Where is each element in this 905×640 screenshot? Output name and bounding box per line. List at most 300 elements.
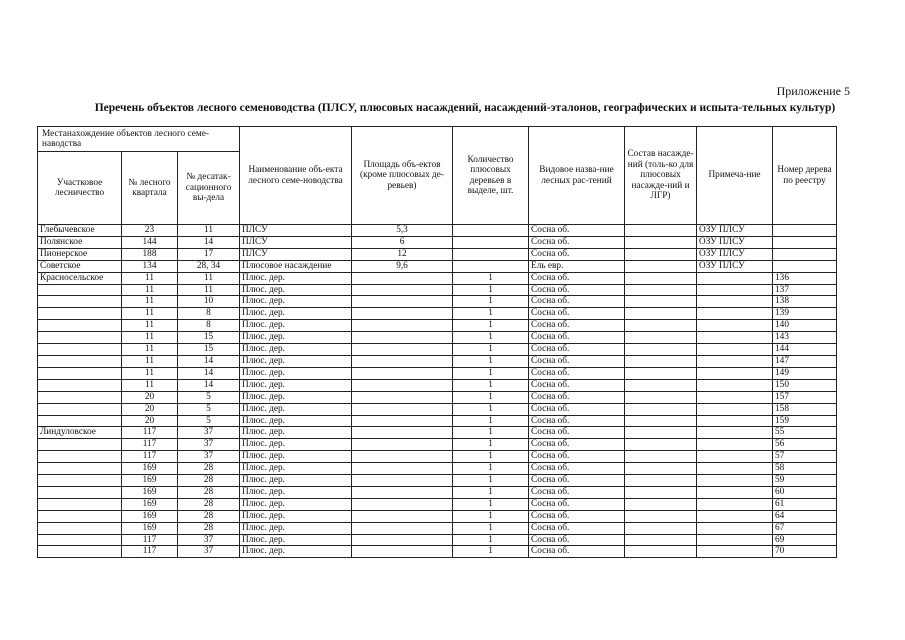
cell-section: 37 (178, 427, 240, 439)
cell-section: 28 (178, 510, 240, 522)
cell-tree-count: 1 (453, 522, 529, 534)
cell-composition (625, 272, 697, 284)
table-row (38, 284, 837, 296)
cell-composition (625, 344, 697, 356)
cell-forestry: Линдуловское (38, 427, 122, 439)
cell-registry (773, 236, 837, 248)
cell-area (352, 344, 453, 356)
cell-quarter: 169 (122, 463, 178, 475)
cell-species: Сосна об. (529, 236, 625, 248)
cell-area (352, 439, 453, 451)
cell-tree-count: 1 (453, 486, 529, 498)
cell-forestry: Советское (38, 260, 122, 272)
cell-forestry (38, 296, 122, 308)
cell-tree-count: 1 (453, 272, 529, 284)
header-tree-count: Количество плюсовых деревьев в выделе, шт. (453, 127, 529, 225)
cell-note (697, 355, 773, 367)
table-row (38, 248, 837, 260)
cell-forestry: Глебычевское (38, 225, 122, 237)
cell-tree-count: 1 (453, 403, 529, 415)
cell-area (352, 534, 453, 546)
cell-species: Сосна об. (529, 332, 625, 344)
cell-forestry (38, 415, 122, 427)
table-row (38, 391, 837, 403)
cell-tree-count: 1 (453, 296, 529, 308)
cell-registry: 157 (773, 391, 837, 403)
cell-section: 5 (178, 403, 240, 415)
cell-quarter: 11 (122, 355, 178, 367)
cell-tree-count: 1 (453, 546, 529, 558)
cell-area (352, 272, 453, 284)
cell-forestry (38, 344, 122, 356)
cell-object-name: Плюс. дер. (240, 522, 352, 534)
cell-area (352, 367, 453, 379)
cell-object-name: Плюс. дер. (240, 463, 352, 475)
table-row (38, 546, 837, 558)
cell-composition (625, 248, 697, 260)
table-row (38, 486, 837, 498)
document-title: Перечень объектов лесного семеноводства (ПЛСУ, плюсовых насаждений, насаждений-эталонов, географических и испыта-тельных культур) (94, 102, 836, 114)
cell-quarter: 20 (122, 391, 178, 403)
cell-quarter: 11 (122, 308, 178, 320)
table-row (38, 451, 837, 463)
cell-object-name: Плюсовое насаждение (240, 260, 352, 272)
cell-area (352, 415, 453, 427)
cell-object-name: Плюс. дер. (240, 475, 352, 487)
cell-composition (625, 284, 697, 296)
cell-composition (625, 355, 697, 367)
cell-forestry (38, 308, 122, 320)
cell-object-name: ПЛСУ (240, 225, 352, 237)
cell-species: Сосна об. (529, 546, 625, 558)
table-row (38, 427, 837, 439)
cell-composition (625, 379, 697, 391)
cell-registry: 70 (773, 546, 837, 558)
cell-tree-count: 1 (453, 320, 529, 332)
cell-registry: 58 (773, 463, 837, 475)
cell-forestry: Красносельское (38, 272, 122, 284)
cell-note (697, 332, 773, 344)
cell-registry: 158 (773, 403, 837, 415)
cell-registry: 140 (773, 320, 837, 332)
cell-tree-count: 1 (453, 391, 529, 403)
cell-tree-count: 1 (453, 510, 529, 522)
cell-tree-count: 1 (453, 427, 529, 439)
cell-forestry (38, 486, 122, 498)
cell-object-name: Плюс. дер. (240, 546, 352, 558)
cell-area (352, 522, 453, 534)
cell-quarter: 11 (122, 332, 178, 344)
cell-composition (625, 498, 697, 510)
cell-note (697, 308, 773, 320)
header-section: № десатак-сационного вы-дела (178, 152, 240, 225)
cell-tree-count: 1 (453, 284, 529, 296)
cell-registry: 60 (773, 486, 837, 498)
cell-quarter: 144 (122, 236, 178, 248)
cell-area: 5,3 (352, 225, 453, 237)
cell-area: 9,6 (352, 260, 453, 272)
cell-quarter: 117 (122, 439, 178, 451)
cell-section: 28 (178, 498, 240, 510)
cell-object-name: Плюс. дер. (240, 415, 352, 427)
cell-forestry (38, 320, 122, 332)
table-header (38, 127, 837, 225)
cell-object-name: Плюс. дер. (240, 355, 352, 367)
cell-quarter: 11 (122, 344, 178, 356)
cell-forestry (38, 332, 122, 344)
cell-section: 14 (178, 236, 240, 248)
cell-area (352, 403, 453, 415)
cell-note (697, 463, 773, 475)
cell-tree-count (453, 248, 529, 260)
cell-forestry (38, 355, 122, 367)
cell-quarter: 11 (122, 272, 178, 284)
cell-note: ОЗУ ПЛСУ (697, 225, 773, 237)
table-row (38, 403, 837, 415)
cell-area (352, 510, 453, 522)
cell-object-name: Плюс. дер. (240, 284, 352, 296)
cell-registry: 57 (773, 451, 837, 463)
cell-note (697, 451, 773, 463)
cell-tree-count: 1 (453, 475, 529, 487)
cell-quarter: 11 (122, 284, 178, 296)
cell-species: Сосна об. (529, 379, 625, 391)
table-row (38, 439, 837, 451)
cell-registry (773, 248, 837, 260)
cell-composition (625, 546, 697, 558)
cell-forestry (38, 403, 122, 415)
cell-species: Сосна об. (529, 463, 625, 475)
cell-note (697, 427, 773, 439)
cell-registry: 59 (773, 475, 837, 487)
cell-note (697, 272, 773, 284)
cell-composition (625, 308, 697, 320)
cell-quarter: 11 (122, 367, 178, 379)
cell-area (352, 475, 453, 487)
cell-tree-count: 1 (453, 451, 529, 463)
cell-composition (625, 225, 697, 237)
cell-registry: 150 (773, 379, 837, 391)
table-row (38, 510, 837, 522)
cell-area (352, 498, 453, 510)
cell-species: Сосна об. (529, 308, 625, 320)
table-row (38, 534, 837, 546)
table-row (38, 415, 837, 427)
cell-quarter: 169 (122, 510, 178, 522)
cell-note: ОЗУ ПЛСУ (697, 260, 773, 272)
table-row (38, 498, 837, 510)
cell-species: Сосна об. (529, 225, 625, 237)
cell-area (352, 486, 453, 498)
cell-note (697, 296, 773, 308)
table-row (38, 225, 837, 237)
cell-forestry (38, 463, 122, 475)
cell-registry: 144 (773, 344, 837, 356)
cell-composition (625, 415, 697, 427)
cell-registry: 137 (773, 284, 837, 296)
cell-note (697, 439, 773, 451)
cell-species: Сосна об. (529, 486, 625, 498)
cell-note (697, 391, 773, 403)
cell-registry: 149 (773, 367, 837, 379)
cell-quarter: 23 (122, 225, 178, 237)
cell-composition (625, 451, 697, 463)
cell-registry: 159 (773, 415, 837, 427)
table-row (38, 379, 837, 391)
cell-composition (625, 260, 697, 272)
cell-quarter: 169 (122, 475, 178, 487)
header-species: Видовое назва-ние лесных рас-тений (529, 127, 625, 225)
cell-registry: 138 (773, 296, 837, 308)
cell-species: Сосна об. (529, 415, 625, 427)
header-forestry: Участковое лесничество (38, 152, 122, 225)
cell-forestry (38, 510, 122, 522)
cell-forestry (38, 546, 122, 558)
appendix-label: Приложение 5 (776, 84, 850, 98)
cell-forestry (38, 367, 122, 379)
cell-section: 28 (178, 463, 240, 475)
cell-forestry: Полянское (38, 236, 122, 248)
cell-note (697, 320, 773, 332)
cell-section: 5 (178, 415, 240, 427)
cell-registry: 64 (773, 510, 837, 522)
table-row (38, 260, 837, 272)
cell-registry: 61 (773, 498, 837, 510)
cell-area: 12 (352, 248, 453, 260)
cell-species: Сосна об. (529, 248, 625, 260)
cell-forestry (38, 534, 122, 546)
cell-note (697, 367, 773, 379)
cell-tree-count: 1 (453, 498, 529, 510)
cell-composition (625, 486, 697, 498)
cell-area (352, 332, 453, 344)
cell-note (697, 284, 773, 296)
seed-objects-table (37, 126, 837, 558)
cell-note (697, 403, 773, 415)
cell-forestry (38, 284, 122, 296)
cell-note (697, 546, 773, 558)
cell-tree-count: 1 (453, 308, 529, 320)
cell-area (352, 427, 453, 439)
cell-composition (625, 510, 697, 522)
cell-note (697, 498, 773, 510)
cell-object-name: Плюс. дер. (240, 272, 352, 284)
cell-quarter: 134 (122, 260, 178, 272)
cell-species: Сосна об. (529, 391, 625, 403)
cell-note (697, 486, 773, 498)
cell-species: Сосна об. (529, 284, 625, 296)
cell-section: 11 (178, 225, 240, 237)
cell-species: Сосна об. (529, 355, 625, 367)
cell-species: Сосна об. (529, 367, 625, 379)
cell-composition (625, 522, 697, 534)
table-row (38, 296, 837, 308)
cell-section: 37 (178, 534, 240, 546)
cell-object-name: Плюс. дер. (240, 451, 352, 463)
cell-section: 37 (178, 451, 240, 463)
cell-quarter: 20 (122, 415, 178, 427)
cell-note (697, 379, 773, 391)
cell-tree-count: 1 (453, 415, 529, 427)
header-location-group: Местанахождение объектов лесного семе-наводства (38, 127, 240, 152)
cell-registry: 67 (773, 522, 837, 534)
cell-species: Сосна об. (529, 296, 625, 308)
cell-composition (625, 236, 697, 248)
cell-species: Сосна об. (529, 510, 625, 522)
table-row (38, 475, 837, 487)
cell-composition (625, 463, 697, 475)
cell-object-name: Плюс. дер. (240, 320, 352, 332)
cell-section: 8 (178, 320, 240, 332)
cell-area (352, 296, 453, 308)
cell-object-name: ПЛСУ (240, 248, 352, 260)
cell-forestry (38, 391, 122, 403)
cell-registry: 143 (773, 332, 837, 344)
cell-section: 14 (178, 355, 240, 367)
cell-quarter: 20 (122, 403, 178, 415)
cell-object-name: Плюс. дер. (240, 427, 352, 439)
header-quarter: № лесного квартала (122, 152, 178, 225)
cell-quarter: 188 (122, 248, 178, 260)
cell-area (352, 546, 453, 558)
cell-section: 14 (178, 367, 240, 379)
cell-object-name: Плюс. дер. (240, 296, 352, 308)
cell-section: 11 (178, 272, 240, 284)
cell-object-name: Плюс. дер. (240, 308, 352, 320)
cell-area (352, 308, 453, 320)
cell-section: 15 (178, 332, 240, 344)
table-row (38, 367, 837, 379)
header-composition: Состав насажде-ний (толь-ко для плюсовых насажде-ний и ЛГР) (625, 127, 697, 225)
cell-species: Сосна об. (529, 534, 625, 546)
cell-note: ОЗУ ПЛСУ (697, 248, 773, 260)
cell-object-name: Плюс. дер. (240, 439, 352, 451)
cell-forestry (38, 498, 122, 510)
cell-area (352, 391, 453, 403)
cell-section: 17 (178, 248, 240, 260)
cell-species: Сосна об. (529, 320, 625, 332)
cell-registry: 55 (773, 427, 837, 439)
cell-composition (625, 320, 697, 332)
cell-note (697, 475, 773, 487)
cell-object-name: Плюс. дер. (240, 344, 352, 356)
cell-species: Сосна об. (529, 522, 625, 534)
table-row (38, 236, 837, 248)
cell-object-name: Плюс. дер. (240, 510, 352, 522)
cell-object-name: Плюс. дер. (240, 367, 352, 379)
cell-section: 11 (178, 284, 240, 296)
table-row (38, 463, 837, 475)
cell-species: Сосна об. (529, 498, 625, 510)
cell-composition (625, 367, 697, 379)
cell-quarter: 11 (122, 379, 178, 391)
cell-note (697, 415, 773, 427)
cell-section: 14 (178, 379, 240, 391)
cell-area (352, 379, 453, 391)
cell-composition (625, 332, 697, 344)
header-area: Площадь объ-ектов (кроме плюсовых де-ревьев) (352, 127, 453, 225)
table-row (38, 272, 837, 284)
cell-registry: 136 (773, 272, 837, 284)
cell-tree-count (453, 225, 529, 237)
cell-object-name: Плюс. дер. (240, 391, 352, 403)
cell-forestry: Пионерское (38, 248, 122, 260)
cell-object-name: Плюс. дер. (240, 534, 352, 546)
cell-tree-count: 1 (453, 463, 529, 475)
header-note: Примеча-ние (697, 127, 773, 225)
cell-quarter: 117 (122, 451, 178, 463)
cell-quarter: 117 (122, 427, 178, 439)
cell-composition (625, 403, 697, 415)
cell-composition (625, 534, 697, 546)
cell-quarter: 117 (122, 546, 178, 558)
cell-registry: 139 (773, 308, 837, 320)
cell-composition (625, 475, 697, 487)
cell-section: 28 (178, 486, 240, 498)
header-object-name: Наименование объ-екта лесного семе-новодства (240, 127, 352, 225)
header-registry: Номер дерева по реестру (773, 127, 837, 225)
cell-section: 28 (178, 522, 240, 534)
cell-registry (773, 225, 837, 237)
cell-quarter: 169 (122, 486, 178, 498)
table-row (38, 308, 837, 320)
cell-quarter: 169 (122, 498, 178, 510)
cell-registry: 56 (773, 439, 837, 451)
cell-composition (625, 427, 697, 439)
cell-tree-count: 1 (453, 367, 529, 379)
cell-tree-count (453, 260, 529, 272)
cell-area (352, 320, 453, 332)
cell-species: Сосна об. (529, 451, 625, 463)
cell-tree-count: 1 (453, 439, 529, 451)
cell-forestry (38, 379, 122, 391)
cell-forestry (38, 439, 122, 451)
table-body (38, 225, 837, 558)
table-row (38, 522, 837, 534)
cell-section: 5 (178, 391, 240, 403)
cell-area (352, 451, 453, 463)
cell-tree-count: 1 (453, 379, 529, 391)
cell-registry: 69 (773, 534, 837, 546)
cell-tree-count: 1 (453, 332, 529, 344)
cell-species: Сосна об. (529, 344, 625, 356)
cell-species: Сосна об. (529, 439, 625, 451)
cell-object-name: Плюс. дер. (240, 486, 352, 498)
cell-forestry (38, 475, 122, 487)
cell-note (697, 534, 773, 546)
cell-species: Сосна об. (529, 272, 625, 284)
cell-tree-count: 1 (453, 534, 529, 546)
cell-tree-count: 1 (453, 344, 529, 356)
cell-note: ОЗУ ПЛСУ (697, 236, 773, 248)
cell-area (352, 463, 453, 475)
cell-section: 28 (178, 475, 240, 487)
cell-tree-count (453, 236, 529, 248)
cell-section: 28, 34 (178, 260, 240, 272)
table-row (38, 344, 837, 356)
cell-registry (773, 260, 837, 272)
cell-forestry (38, 522, 122, 534)
cell-forestry (38, 451, 122, 463)
cell-object-name: Плюс. дер. (240, 403, 352, 415)
cell-registry: 147 (773, 355, 837, 367)
cell-composition (625, 391, 697, 403)
cell-species: Ель евр. (529, 260, 625, 272)
table-row (38, 355, 837, 367)
cell-object-name: Плюс. дер. (240, 498, 352, 510)
cell-quarter: 169 (122, 522, 178, 534)
cell-quarter: 11 (122, 296, 178, 308)
